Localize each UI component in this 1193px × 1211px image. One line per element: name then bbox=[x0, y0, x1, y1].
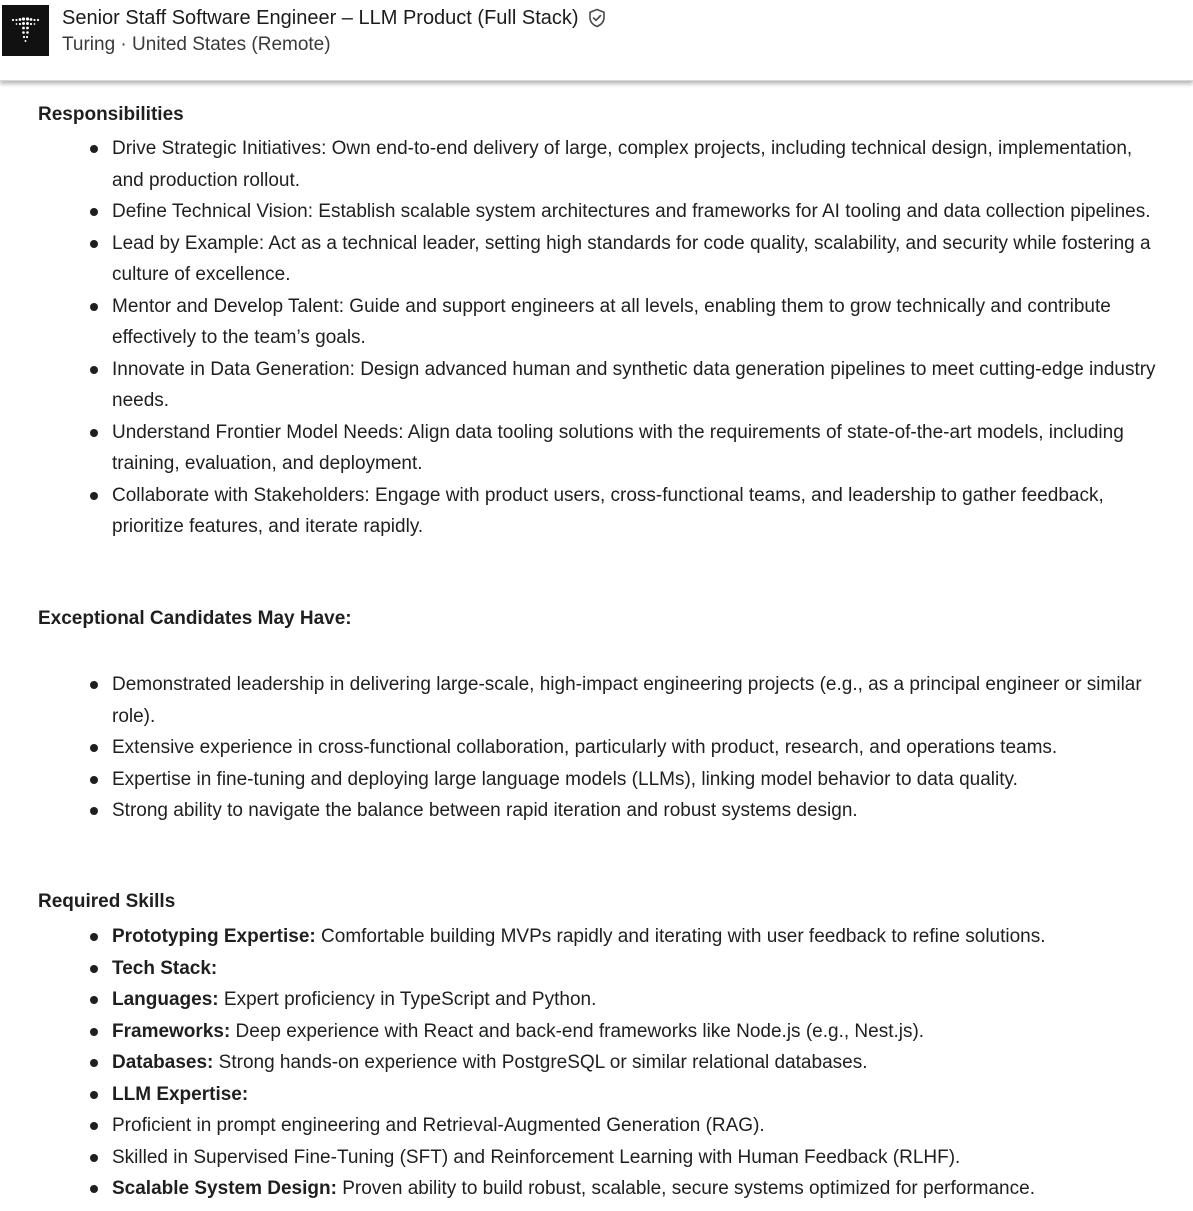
list-item: Collaborate with Stakeholders: Engage with product users, cross-functional teams, and leadership to gather feedback, prioritize features, and iterate rapidly. bbox=[0, 480, 1193, 543]
list-item bbox=[0, 921, 1193, 953]
skill-description: Skilled in Supervised Fine-Tuning (SFT) and Reinforcement Learning with Human Feedback (RLHF). bbox=[112, 1146, 961, 1168]
list-item: Understand Frontier Model Needs: Align data tooling solutions with the requirements of state-of-the-art models, including training, evaluation, and deployment. bbox=[0, 417, 1193, 480]
list-item: Drive Strategic Initiatives: Own end-to-end delivery of large, complex projects, including technical design, implementation, and production rollout. bbox=[0, 133, 1193, 196]
skill-label: LLM Expertise: bbox=[112, 1083, 249, 1105]
skill-label: Languages: bbox=[112, 989, 219, 1010]
exceptional-list bbox=[0, 669, 1193, 827]
responsibilities-heading: Responsibilities bbox=[38, 104, 184, 125]
exceptional-heading: Exceptional Candidates May Have: bbox=[38, 608, 352, 629]
list-item: Define Technical Vision: Establish scalable system architectures and frameworks for AI tooling and data collection pipelines. bbox=[0, 196, 1193, 228]
list-item bbox=[0, 1173, 1193, 1205]
list-item: Strong ability to navigate the balance between rapid iteration and robust systems design. bbox=[0, 795, 1193, 827]
job-location: United States (Remote) bbox=[132, 34, 331, 55]
job-subtitle bbox=[62, 34, 331, 56]
subtitle-separator: · bbox=[115, 34, 133, 55]
verified-shield-icon[interactable] bbox=[587, 8, 607, 28]
skill-description: Deep experience with React and back-end frameworks like Node.js (e.g., Nest.js). bbox=[230, 1020, 925, 1042]
job-title-row bbox=[62, 5, 607, 31]
list-item: Mentor and Develop Talent: Guide and support engineers at all levels, enabling them to grow technically and contribute effectively to the team’s goals. bbox=[0, 291, 1193, 354]
responsibilities-list bbox=[0, 133, 1193, 543]
skill-label: Scalable System Design: bbox=[112, 1178, 337, 1199]
company-name[interactable]: Turing bbox=[62, 34, 116, 55]
required-skills-list bbox=[0, 921, 1193, 1205]
skill-description: Strong hands-on experience with PostgreSQL or similar relational databases. bbox=[213, 1052, 868, 1073]
job-title[interactable]: Senior Staff Software Engineer – LLM Product (Full Stack) bbox=[62, 6, 579, 29]
skill-description: Expert proficiency in TypeScript and Python. bbox=[218, 989, 597, 1010]
skill-description: Proven ability to build robust, scalable, secure systems optimized for performance. bbox=[336, 1178, 1035, 1199]
list-item bbox=[0, 1047, 1193, 1079]
turing-logo-icon[interactable] bbox=[2, 5, 49, 56]
list-item bbox=[0, 1110, 1193, 1142]
list-item: Demonstrated leadership in delivering large-scale, high-impact engineering projects (e.g., as a principal engineer or similar role). bbox=[0, 669, 1193, 732]
skill-description: Comfortable building MVPs rapidly and iterating with user feedback to refine solutions. bbox=[315, 926, 1046, 947]
list-item bbox=[0, 1016, 1193, 1048]
list-item: Innovate in Data Generation: Design advanced human and synthetic data generation pipelines to meet cutting-edge industry needs. bbox=[0, 354, 1193, 417]
required-skills-heading: Required Skills bbox=[38, 891, 176, 912]
skill-label: Tech Stack: bbox=[112, 957, 218, 979]
list-item bbox=[0, 1079, 1193, 1111]
job-description bbox=[0, 82, 1193, 1211]
skill-description: Proficient in prompt engineering and Retrieval-Augmented Generation (RAG). bbox=[112, 1115, 765, 1136]
list-item bbox=[0, 984, 1193, 1016]
list-item bbox=[0, 953, 1193, 985]
list-item: Lead by Example: Act as a technical leader, setting high standards for code quality, scalability, and security while fostering a culture of excellence. bbox=[0, 228, 1193, 291]
skill-label: Prototyping Expertise: bbox=[112, 926, 316, 947]
skill-label: Databases: bbox=[112, 1052, 214, 1073]
list-item bbox=[0, 1142, 1193, 1174]
job-header bbox=[0, 0, 1193, 81]
skill-label: Frameworks: bbox=[112, 1020, 231, 1042]
list-item: Extensive experience in cross-functional collaboration, particularly with product, research, and operations teams. bbox=[0, 732, 1193, 764]
list-item: Expertise in fine-tuning and deploying large language models (LLMs), linking model behavior to data quality. bbox=[0, 764, 1193, 796]
